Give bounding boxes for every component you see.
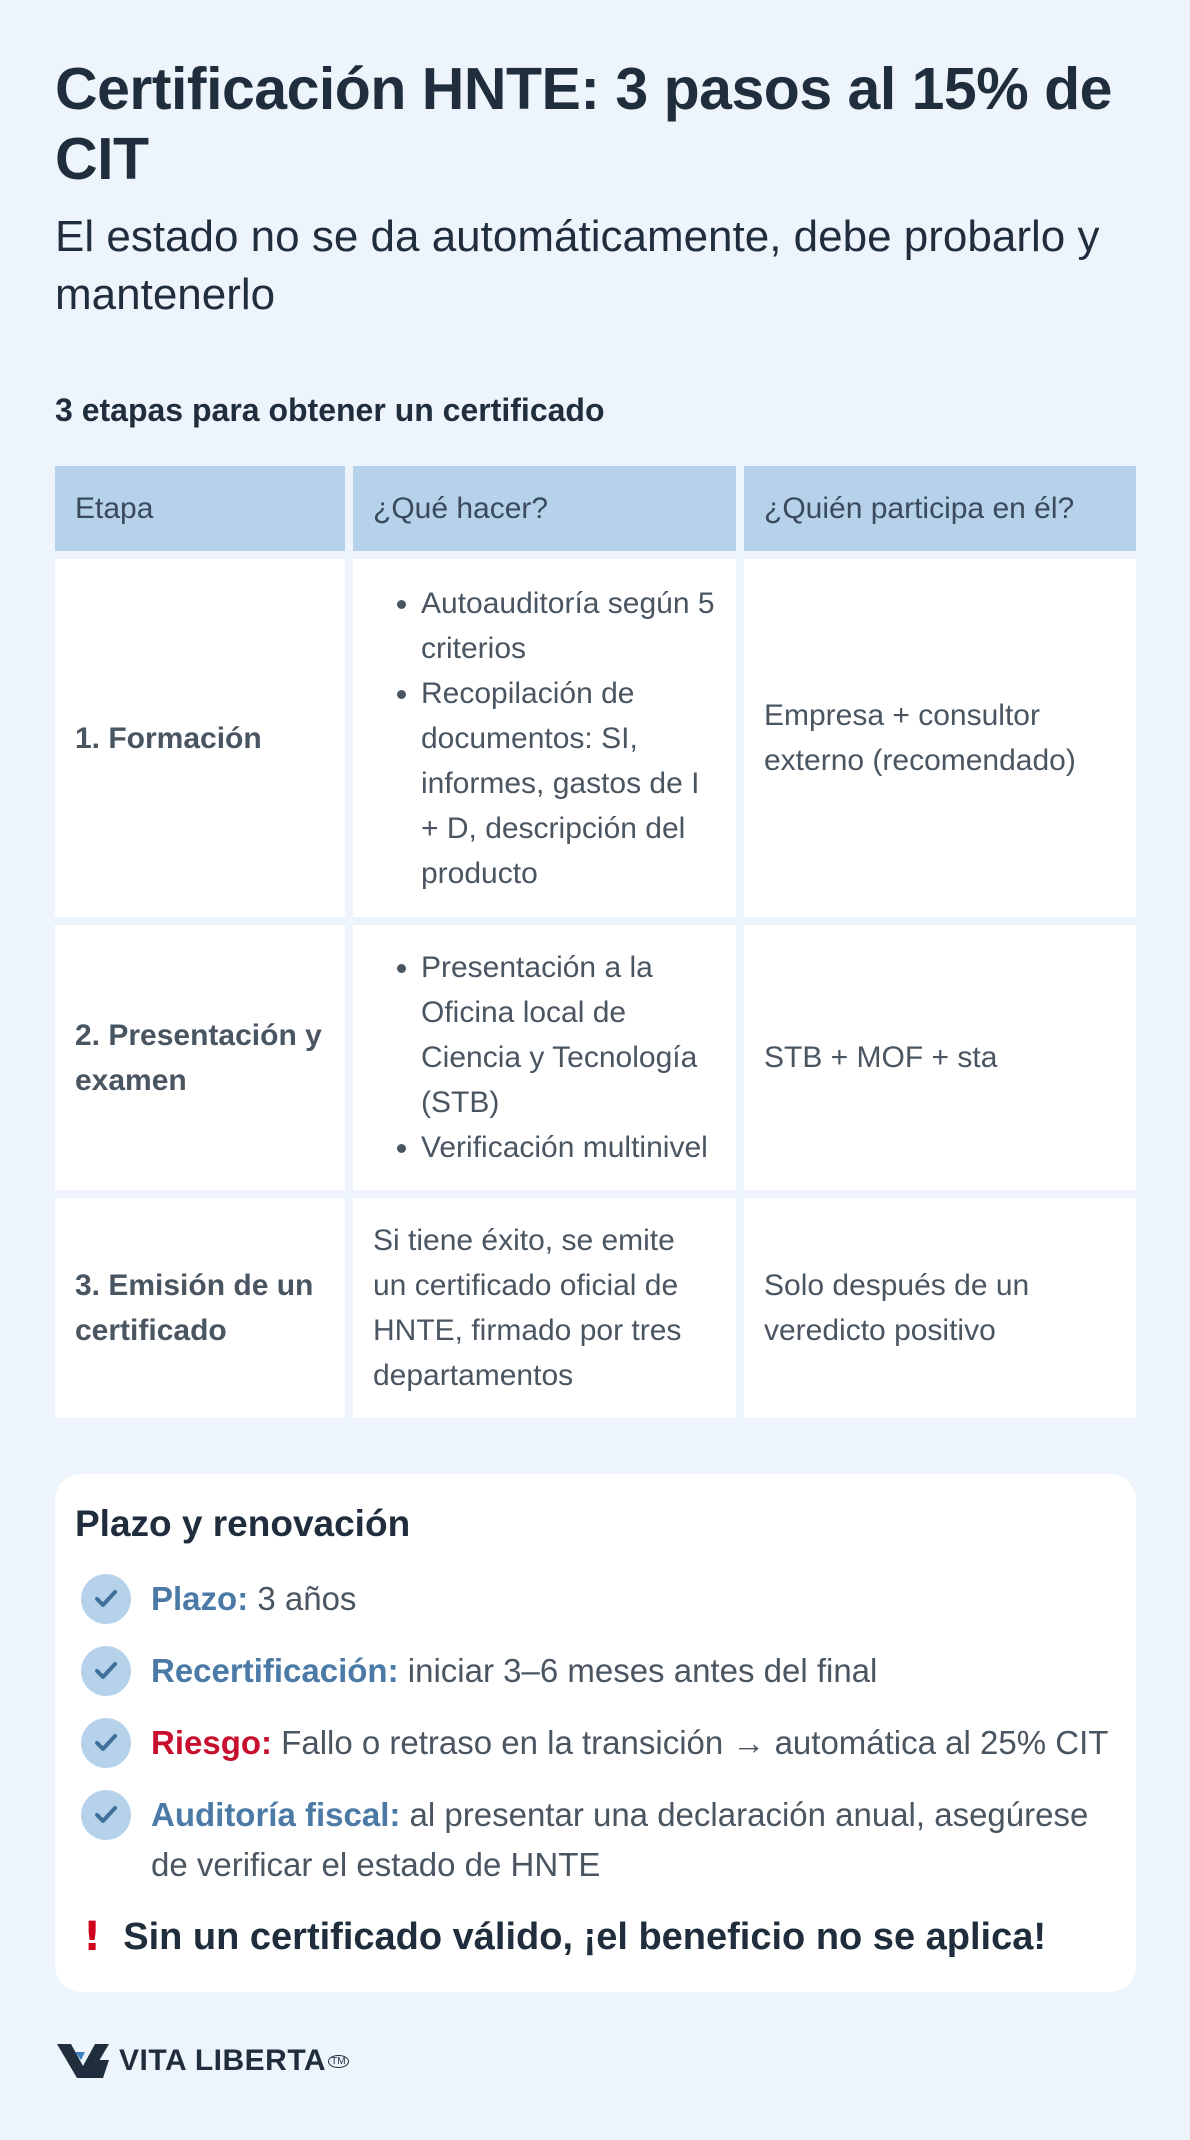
item-label: Plazo: bbox=[151, 1580, 249, 1617]
what-cell bbox=[353, 925, 736, 1190]
item-value: 3 años bbox=[248, 1580, 357, 1617]
check-icon bbox=[81, 1646, 131, 1696]
stage-cell: 1. Formación bbox=[55, 559, 345, 917]
item-value: al presentar una declaración anual, asegúrese de verificar el estado de HNTE bbox=[151, 1796, 1089, 1883]
item-value: Fallo o retraso en la transición → automática al 25% CIT bbox=[272, 1724, 1109, 1761]
check-icon bbox=[81, 1790, 131, 1840]
card-items bbox=[75, 1574, 1116, 1890]
item-label-risk: Riesgo: bbox=[151, 1724, 273, 1761]
header-stage: Etapa bbox=[55, 466, 345, 551]
who-cell: Empresa + consultor externo (recomendado) bbox=[744, 559, 1136, 917]
header-what: ¿Qué hacer? bbox=[353, 466, 736, 551]
who-cell: STB + MOF + sta bbox=[744, 925, 1136, 1190]
item-text bbox=[151, 1718, 1108, 1768]
what-cell: Si tiene éxito, se emite un certificado oficial de HNTE, firmado por tres departamentos bbox=[353, 1198, 736, 1418]
list-item: • Presentación a la Oficina local de Ciencia y Tecnología (STB) bbox=[421, 945, 716, 1125]
what-cell bbox=[353, 559, 736, 917]
item-label: Recertificación: bbox=[151, 1652, 399, 1689]
stages-table bbox=[47, 458, 1144, 1426]
list-item: • Autoauditoría según 5 criterios bbox=[421, 581, 716, 671]
list-item bbox=[75, 1790, 1116, 1890]
table-row bbox=[55, 1198, 1136, 1418]
page-subtitle: El estado no se da automáticamente, debe probarlo y mantenerlo bbox=[55, 212, 1100, 319]
what-list bbox=[373, 945, 716, 1170]
brand-logo bbox=[55, 2040, 349, 2082]
what-list bbox=[373, 581, 716, 896]
item-value: iniciar 3–6 meses antes del final bbox=[398, 1652, 878, 1689]
card-title: Plazo y renovación bbox=[75, 1503, 411, 1544]
table-row bbox=[55, 925, 1136, 1190]
table-row bbox=[55, 559, 1136, 917]
list-item: • Recopilación de documentos: SI, informes, gastos de I + D, descripción del producto bbox=[421, 671, 716, 896]
list-item bbox=[75, 1718, 1116, 1768]
trademark-mark: TM bbox=[328, 2055, 348, 2068]
table-header-row bbox=[55, 466, 1136, 551]
logo-text: VITA LIBERTA bbox=[119, 2044, 327, 2077]
item-text bbox=[151, 1646, 877, 1696]
term-renewal-card bbox=[55, 1474, 1136, 1992]
item-label: Auditoría fiscal: bbox=[151, 1796, 401, 1833]
list-item bbox=[75, 1574, 1116, 1624]
list-item: • Verificación multinivel bbox=[421, 1125, 716, 1170]
warning-callout bbox=[75, 1912, 1116, 1962]
section-title: 3 etapas para obtener un certificado bbox=[55, 392, 605, 428]
who-cell: Solo después de un veredicto positivo bbox=[744, 1198, 1136, 1418]
stage-cell: 3. Emisión de un certificado bbox=[55, 1198, 345, 1418]
page-title: Certificación HNTE: 3 pasos al 15% de CIT bbox=[55, 56, 1112, 192]
warning-text: Sin un certificado válido, ¡el beneficio no se aplica! bbox=[123, 1916, 1047, 1958]
check-icon bbox=[81, 1718, 131, 1768]
exclamation-icon: ! bbox=[83, 1914, 102, 1960]
item-text bbox=[151, 1790, 1116, 1890]
check-icon bbox=[81, 1574, 131, 1624]
stage-cell: 2. Presentación y examen bbox=[55, 925, 345, 1190]
item-text bbox=[151, 1574, 356, 1624]
header-who: ¿Quién participa en él? bbox=[744, 466, 1136, 551]
logo-mark-icon bbox=[55, 2040, 111, 2082]
list-item bbox=[75, 1646, 1116, 1696]
